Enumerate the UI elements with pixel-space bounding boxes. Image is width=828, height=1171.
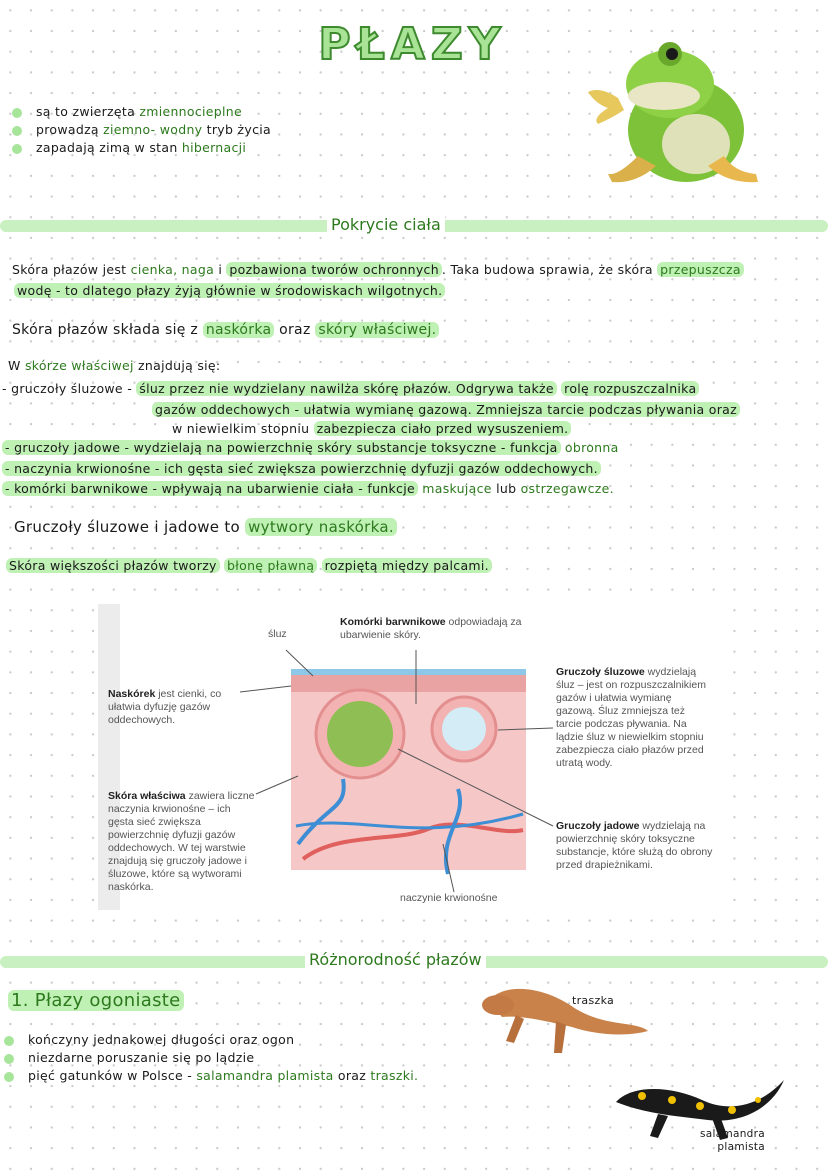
- dermis-heading: W skórze właściwej znajdują się:: [8, 358, 221, 373]
- mucous-glands-line1: - gruczoły śluzowe - śluz przez nie wydzielany nawilża skórę płazów. Odgrywa także rolę rozpuszczalnika: [2, 381, 699, 396]
- bullet-icon: [12, 108, 22, 118]
- list-item: pięć gatunków w Polsce - salamandra plamista oraz traszki.: [4, 1067, 418, 1085]
- list-item: niezdarne poruszanie się po lądzie: [4, 1049, 418, 1067]
- list-item: zapadają zimą w stan hibernacji: [12, 139, 271, 157]
- salamander-caption: salamandra plamista: [700, 1128, 765, 1153]
- pigment-cells-line: - komórki barwnikowe - wpływają na ubarwienie ciała - funkcje maskujące lub ostrzegawcze.: [2, 481, 614, 496]
- newt-image: [476, 975, 656, 1075]
- intro-bullet-list: [12, 103, 271, 157]
- skin-paragraph-2: Skóra płazów składa się z naskórka oraz skóry właściwej.: [12, 322, 439, 338]
- bullet-icon: [4, 1054, 14, 1064]
- page-title: PŁAZY: [318, 19, 507, 70]
- webbing-line: Skóra większości płazów tworzy błonę pławną rozpiętą między palcami.: [6, 558, 492, 573]
- list-item: kończyny jednakowej długości oraz ogon: [4, 1031, 418, 1049]
- blood-vessels-line: - naczynia krwionośne - ich gęsta sieć zwiększa powierzchnię dyfuzji gazów oddechowych.: [2, 461, 601, 476]
- section-title-diversity: Różnorodność płazów: [305, 950, 486, 969]
- tailed-amphibians-list: [4, 1031, 418, 1085]
- slime-label: śluz: [268, 628, 287, 640]
- poison-glands-label: Gruczoły jadowe wydzielają na powierzchnię skóry toksyczne substancje, które służą do obrony przed drapieżnikami.: [556, 820, 713, 871]
- section-title-skin: Pokrycie ciała: [327, 215, 445, 234]
- tailed-amphibians-heading: 1. Płazy ogoniaste: [8, 990, 184, 1011]
- mucous-glands-line2: gazów oddechowych - ułatwia wymianę gazową. Zmniejsza tarcie podczas pływania oraz: [152, 402, 740, 417]
- skin-paragraph-1: Skóra płazów jest cienka, naga i pozbawiona tworów ochronnych . Taka budowa sprawia, że skóra przepuszcza: [12, 262, 744, 277]
- bullet-icon: [4, 1036, 14, 1046]
- newt-caption: traszka: [572, 994, 615, 1007]
- glands-origin-line: Gruczoły śluzowe i jadowe to wytwory naskórka.: [14, 518, 397, 536]
- mucous-glands-label: Gruczoły śluzowe wydzielają śluz – jest on rozpuszczalnikiem gazów i ułatwia wymianę gazową. Śluz zmniejsza też tarcie podczas pływania. Na lądzie śluz w niewielkim stopniu zabezpiecza ciało płazów przed utratą wody.: [556, 666, 706, 769]
- frog-image: [578, 26, 770, 190]
- poison-glands-line: - gruczoły jadowe - wydzielają na powierzchnię skóry substancje toksyczne - funkcja obronna: [2, 440, 619, 455]
- bullet-icon: [4, 1072, 14, 1082]
- epidermis-label: Naskórek jest cienki, co ułatwia dyfuzję gazów oddechowych.: [108, 688, 222, 726]
- dermis-label: Skóra właściwa zawiera liczne naczynia krwionośne – ich gęsta sieć zwiększa powierzchnię dyfuzji gazów oddechowych. W tej warstwie znajdują się gruczoły jadowe i śluzowe, które są wytworami naskórka.: [108, 790, 255, 893]
- bullet-icon: [12, 144, 22, 154]
- skin-paragraph-1-line2: wodę - to dlatego płazy żyją głównie w środowiskach wilgotnych.: [14, 283, 445, 298]
- skin-diagram: [98, 604, 726, 910]
- list-item: są to zwierzęta zmiennocieplne: [12, 103, 271, 121]
- bullet-icon: [12, 126, 22, 136]
- pigment-cells-label: Komórki barwnikowe odpowiadają za ubarwienie skóry.: [340, 616, 522, 641]
- blood-vessel-label: naczynie krwionośne: [400, 892, 498, 904]
- list-item: prowadzą ziemno- wodny tryb życia: [12, 121, 271, 139]
- mucous-glands-line3: w niewielkim stopniu zabezpiecza ciało przed wysuszeniem.: [172, 421, 571, 436]
